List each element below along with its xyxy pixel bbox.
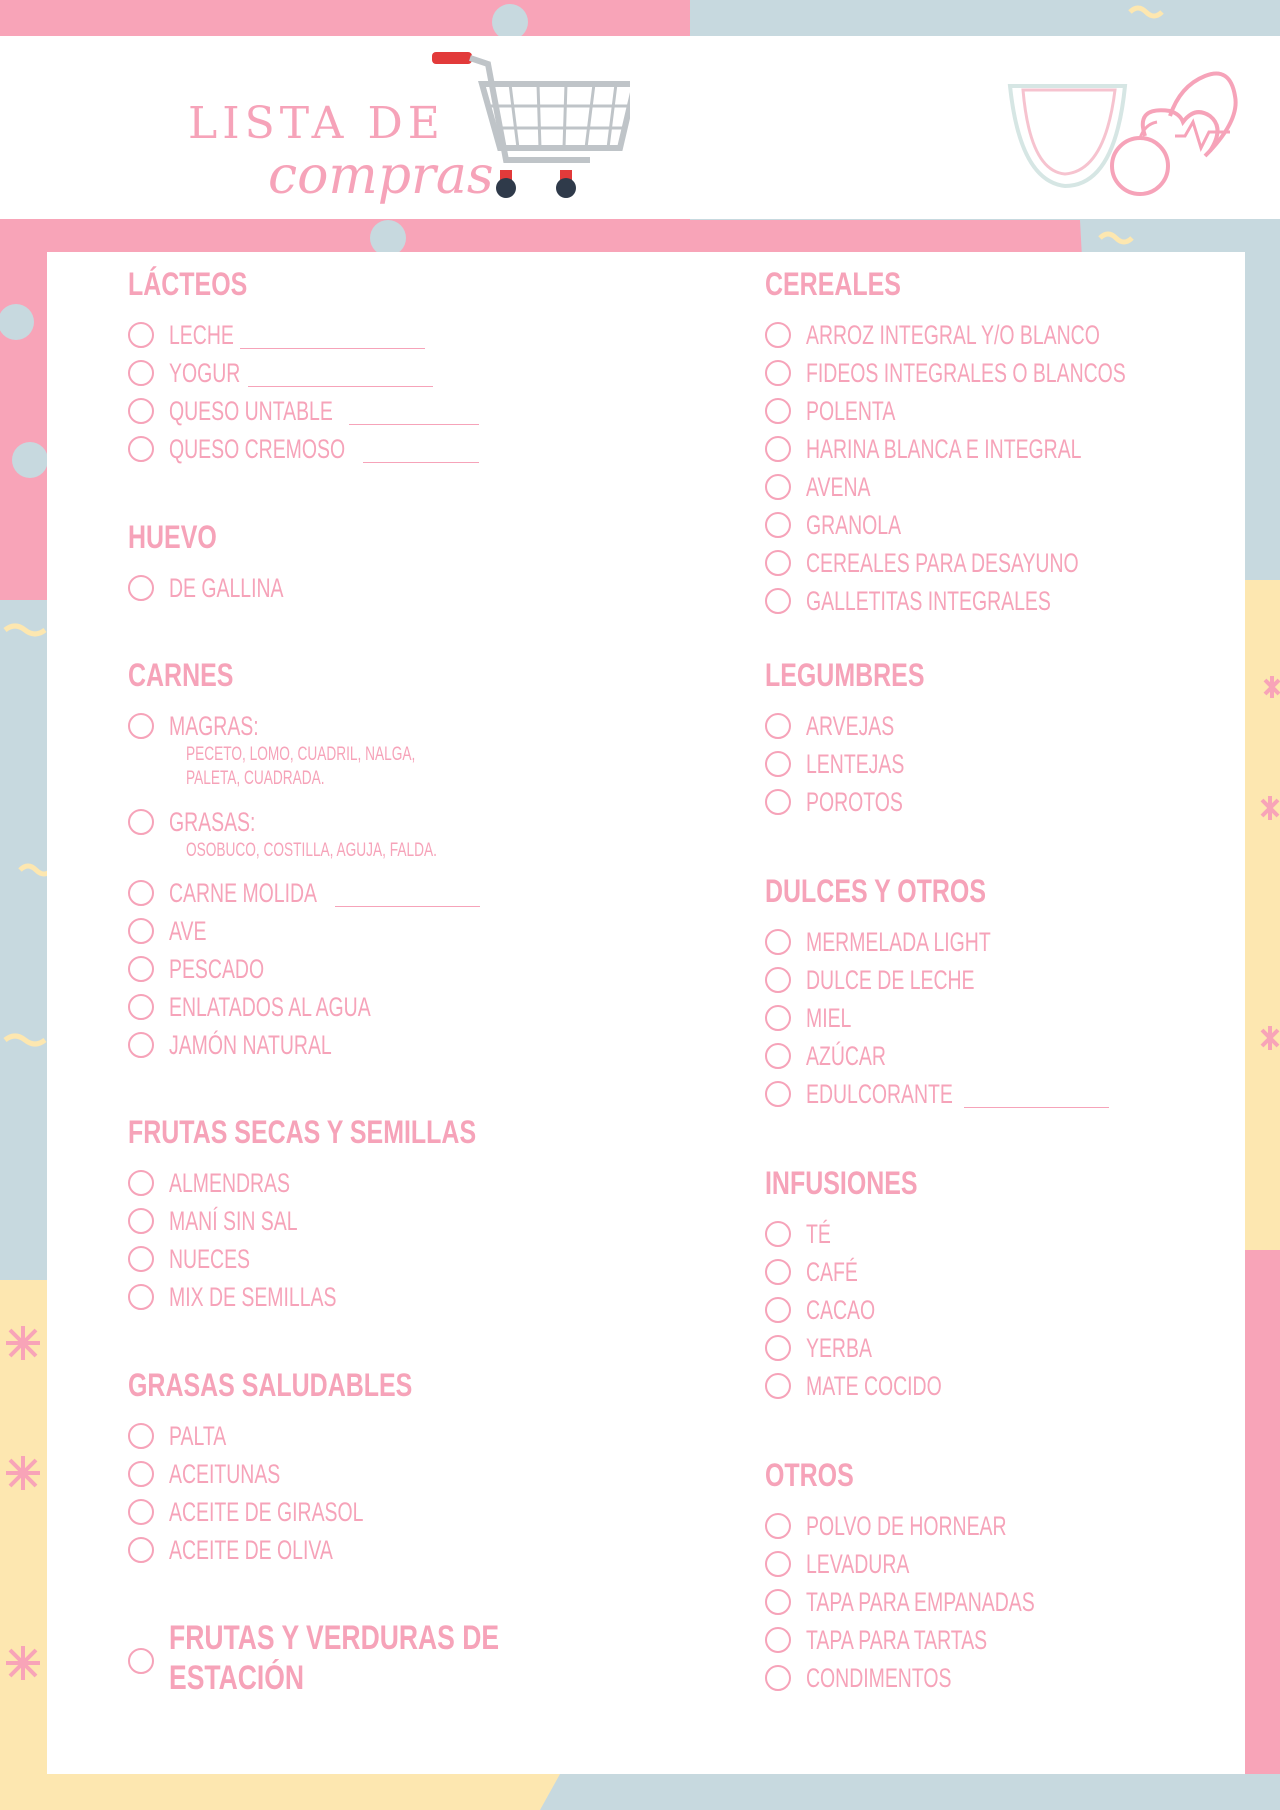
checkbox-circle[interactable] bbox=[765, 398, 791, 424]
checkbox-circle[interactable] bbox=[128, 575, 154, 601]
item-label: TAPA PARA EMPANADAS bbox=[806, 1587, 1035, 1617]
item-label: PALTA bbox=[169, 1421, 227, 1451]
item-label: EDULCORANTE bbox=[806, 1079, 953, 1109]
checkbox-circle[interactable] bbox=[128, 956, 154, 982]
checkbox-circle[interactable] bbox=[128, 360, 154, 386]
checkbox-circle[interactable] bbox=[128, 1246, 154, 1272]
checkbox-circle[interactable] bbox=[765, 967, 791, 993]
checkbox-circle[interactable] bbox=[128, 1284, 154, 1310]
checkbox-circle[interactable] bbox=[128, 1537, 154, 1563]
section-title-lacteos: LÁCTEOS bbox=[128, 266, 248, 302]
item-label: MIX DE SEMILLAS bbox=[169, 1282, 337, 1312]
checkbox-circle[interactable] bbox=[765, 322, 791, 348]
item-label: FIDEOS INTEGRALES O BLANCOS bbox=[806, 358, 1126, 388]
item-label: GRASAS: bbox=[169, 807, 256, 837]
item-label: GRANOLA bbox=[806, 510, 902, 540]
checkbox-circle[interactable] bbox=[128, 322, 154, 348]
item-label: ENLATADOS AL AGUA bbox=[169, 992, 371, 1022]
checkbox-circle[interactable] bbox=[765, 1259, 791, 1285]
checkbox-circle[interactable] bbox=[765, 474, 791, 500]
checkbox-circle[interactable] bbox=[765, 1005, 791, 1031]
section-title-legumbres: LEGUMBRES bbox=[765, 657, 925, 693]
section-title-huevo: HUEVO bbox=[128, 519, 217, 555]
checkbox-circle[interactable] bbox=[765, 1081, 791, 1107]
sub-label: OSOBUCO, COSTILLA, AGUJA, FALDA. bbox=[186, 840, 437, 861]
header-banner bbox=[0, 36, 1280, 219]
item-label: TÉ bbox=[806, 1219, 831, 1249]
watermelon-apple-heart-icon bbox=[1005, 66, 1245, 196]
checkbox-circle[interactable] bbox=[128, 809, 154, 835]
item-label: LECHE bbox=[169, 320, 234, 350]
item-label: YOGUR bbox=[169, 358, 241, 388]
item-label: CAFÉ bbox=[806, 1257, 858, 1287]
item-label: POLVO DE HORNEAR bbox=[806, 1511, 1007, 1541]
item-label: CONDIMENTOS bbox=[806, 1663, 952, 1693]
section-title-otros: OTROS bbox=[765, 1457, 854, 1493]
checkbox-circle[interactable] bbox=[128, 1032, 154, 1058]
item-label: AVENA bbox=[806, 472, 871, 502]
checkbox-circle[interactable] bbox=[765, 1297, 791, 1323]
checkbox-circle[interactable] bbox=[128, 1499, 154, 1525]
section-title-grasas-saludables: GRASAS SALUDABLES bbox=[128, 1367, 413, 1403]
checkbox-circle[interactable] bbox=[765, 713, 791, 739]
left-column bbox=[128, 252, 648, 1752]
item-label: CACAO bbox=[806, 1295, 876, 1325]
frutas-verduras-line1: FRUTAS Y VERDURAS DE bbox=[169, 1619, 500, 1657]
shopping-list-card bbox=[47, 252, 1245, 1774]
checkbox-circle[interactable] bbox=[765, 751, 791, 777]
shopping-cart-icon bbox=[430, 50, 630, 210]
checkbox-circle[interactable] bbox=[128, 713, 154, 739]
title-line-1: LISTA DE bbox=[188, 98, 445, 149]
item-label: ACEITE DE OLIVA bbox=[169, 1535, 333, 1565]
checkbox-circle[interactable] bbox=[765, 789, 791, 815]
checkbox-circle[interactable] bbox=[765, 1589, 791, 1615]
fill-line bbox=[363, 462, 479, 463]
item-label: AZÚCAR bbox=[806, 1041, 886, 1071]
item-label: ARVEJAS bbox=[806, 711, 895, 741]
section-title-cereales: CEREALES bbox=[765, 266, 901, 302]
sub-label: PALETA, CUADRADA. bbox=[186, 768, 325, 789]
checkbox-circle[interactable] bbox=[765, 512, 791, 538]
item-label: MERMELADA LIGHT bbox=[806, 927, 991, 957]
checkbox-circle[interactable] bbox=[128, 1208, 154, 1234]
item-label: MAGRAS: bbox=[169, 711, 259, 741]
checkbox-circle[interactable] bbox=[765, 360, 791, 386]
section-title-frutas-secas: FRUTAS SECAS Y SEMILLAS bbox=[128, 1114, 477, 1150]
item-label: NUECES bbox=[169, 1244, 251, 1274]
item-label: POROTOS bbox=[806, 787, 903, 817]
item-label: CEREALES PARA DESAYUNO bbox=[806, 548, 1079, 578]
checkbox-circle[interactable] bbox=[765, 1627, 791, 1653]
item-label: YERBA bbox=[806, 1333, 872, 1363]
title-line-2: compras bbox=[268, 146, 494, 206]
checkbox-circle[interactable] bbox=[765, 1221, 791, 1247]
item-label: CARNE MOLIDA bbox=[169, 878, 317, 908]
checkbox-circle[interactable] bbox=[765, 436, 791, 462]
checkbox-circle[interactable] bbox=[128, 436, 154, 462]
checkbox-circle[interactable] bbox=[128, 880, 154, 906]
item-label: LEVADURA bbox=[806, 1549, 910, 1579]
item-label: MANÍ SIN SAL bbox=[169, 1206, 298, 1236]
checkbox-circle[interactable] bbox=[765, 1665, 791, 1691]
checkbox-circle[interactable] bbox=[128, 1461, 154, 1487]
fill-line bbox=[335, 906, 480, 907]
item-label: QUESO UNTABLE bbox=[169, 396, 333, 426]
item-label: PESCADO bbox=[169, 954, 265, 984]
section-title-infusiones: INFUSIONES bbox=[765, 1165, 918, 1201]
item-label: DULCE DE LECHE bbox=[806, 965, 975, 995]
item-label: AVE bbox=[169, 916, 207, 946]
checkbox-circle[interactable] bbox=[128, 1170, 154, 1196]
checkbox-circle[interactable] bbox=[128, 398, 154, 424]
section-title-dulces: DULCES Y OTROS bbox=[765, 873, 986, 909]
fill-line bbox=[240, 348, 425, 349]
fill-line bbox=[964, 1107, 1109, 1108]
checkbox-circle[interactable] bbox=[765, 1551, 791, 1577]
fill-line bbox=[349, 424, 479, 425]
checkbox-circle[interactable] bbox=[765, 1373, 791, 1399]
item-label: LENTEJAS bbox=[806, 749, 905, 779]
item-label: QUESO CREMOSO bbox=[169, 434, 346, 464]
item-label: ARROZ INTEGRAL Y/O BLANCO bbox=[806, 320, 1100, 350]
item-label: MATE COCIDO bbox=[806, 1371, 942, 1401]
checkbox-circle[interactable] bbox=[765, 1335, 791, 1361]
checkbox-circle[interactable] bbox=[765, 588, 791, 614]
item-label: MIEL bbox=[806, 1003, 852, 1033]
item-label: ALMENDRAS bbox=[169, 1168, 290, 1198]
item-label: TAPA PARA TARTAS bbox=[806, 1625, 988, 1655]
item-label: HARINA BLANCA E INTEGRAL bbox=[806, 434, 1082, 464]
item-label: ACEITE DE GIRASOL bbox=[169, 1497, 364, 1527]
section-title-carnes: CARNES bbox=[128, 657, 234, 693]
checkbox-circle[interactable] bbox=[765, 550, 791, 576]
checkbox-circle[interactable] bbox=[128, 1423, 154, 1449]
item-label: JAMÓN NATURAL bbox=[169, 1030, 332, 1060]
item-label: DE GALLINA bbox=[169, 573, 284, 603]
checkbox-circle[interactable] bbox=[128, 994, 154, 1020]
frutas-verduras-line2: ESTACIÓN bbox=[169, 1659, 305, 1697]
checkbox-circle[interactable] bbox=[765, 1043, 791, 1069]
item-label: POLENTA bbox=[806, 396, 896, 426]
fill-line bbox=[248, 386, 433, 387]
checkbox-circle[interactable] bbox=[128, 918, 154, 944]
checkbox-circle[interactable] bbox=[128, 1648, 154, 1674]
checkbox-circle[interactable] bbox=[765, 1513, 791, 1539]
item-label: ACEITUNAS bbox=[169, 1459, 281, 1489]
checkbox-circle[interactable] bbox=[765, 929, 791, 955]
sub-label: PECETO, LOMO, CUADRIL, NALGA, bbox=[186, 744, 416, 765]
right-column bbox=[765, 252, 1225, 1752]
item-label: GALLETITAS INTEGRALES bbox=[806, 586, 1051, 616]
